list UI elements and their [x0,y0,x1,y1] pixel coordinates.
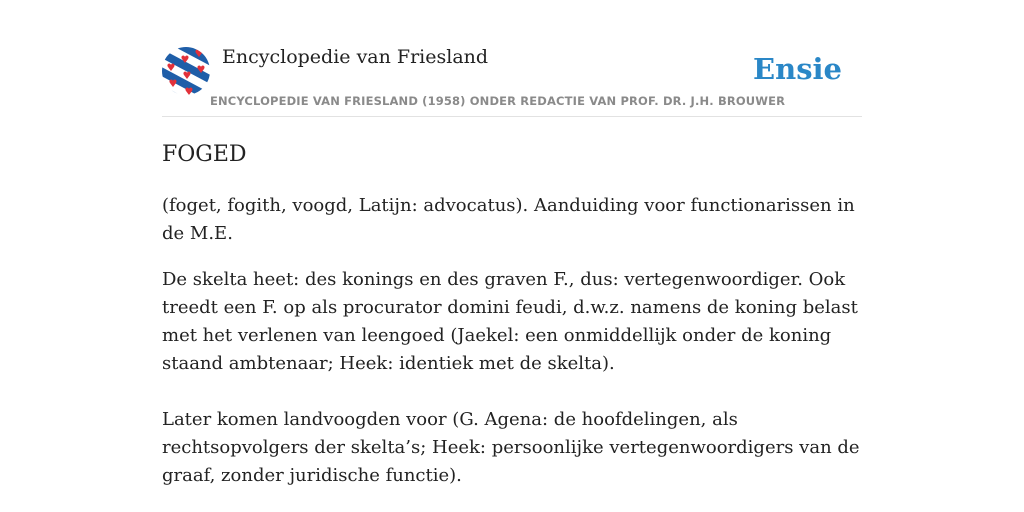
article [162,140,862,490]
brand-logo[interactable]: Ensie [753,52,842,86]
source-header [162,44,862,117]
paragraph: Later komen landvoogden voor (G. Agena: de hoofdelingen, als rechtsopvolgers der skelta’s; Heek: persoonlijke vertegenwoordigers van de graaf, zonder juridische functie). [162,409,860,486]
entry-title: FOGED [162,142,247,167]
paragraph: (foget, fogith, voogd, Latijn: advocatus). Aanduiding voor functionarissen in de M.E. [162,195,855,244]
paragraph: De skelta heet: des konings en des graven F., dus: vertegenwoordiger. Ook treedt een F. op als procurator domini feudi, d.w.z. namens de koning belast met het verlenen van leengoed (Jaekel: een onmiddellijk onder de koning staand ambtenaar; Heek: identiek met de skelta). [162,269,858,374]
source-subtitle: ENCYCLOPEDIE VAN FRIESLAND (1958) ONDER REDACTIE VAN PROF. DR. J.H. BROUWER [210,94,786,108]
friesland-flag-icon[interactable] [162,47,210,95]
source-title[interactable]: Encyclopedie van Friesland [222,46,489,68]
